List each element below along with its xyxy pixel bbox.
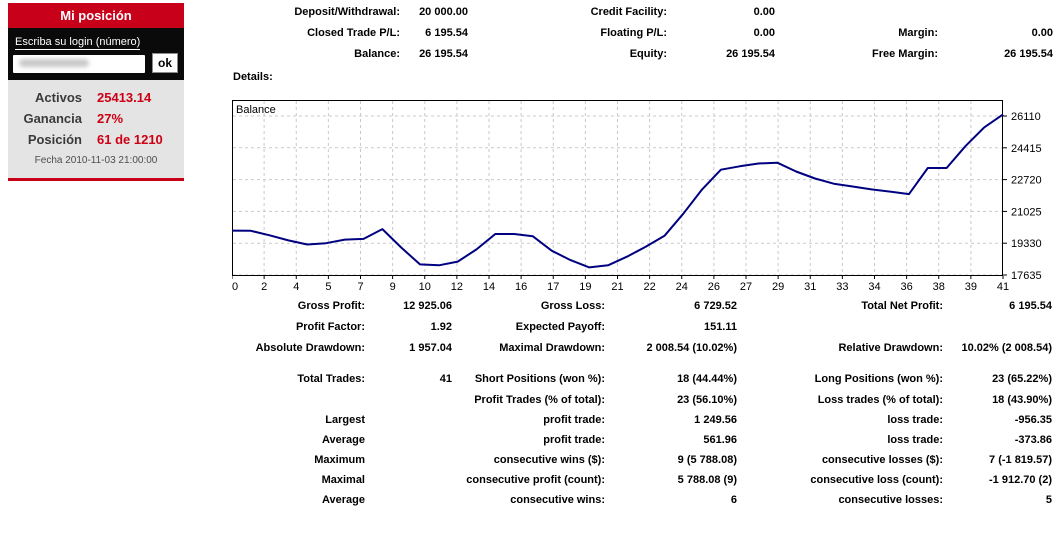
stat-value: 0.00 [1031,27,1053,39]
stat-label: Free Margin: [871,48,938,60]
stat-value: 9 (5 788.08) [677,454,737,466]
x-axis-tick-label: 16 [515,281,528,293]
x-axis-tick-label: 36 [900,281,913,293]
stat-label: Largest [325,414,365,426]
statistics-row [160,338,1052,358]
stat-value: 20 000.00 [419,6,468,18]
stat-label: Maximal [321,474,365,486]
stat-value: 61 de 1210 [97,132,163,147]
x-axis-tick-label: 27 [739,281,753,293]
login-panel [8,28,184,80]
position-stats [8,80,184,178]
stat-label: loss trade: [887,434,943,446]
ok-button[interactable]: ok [152,53,178,73]
stat-label: Credit Facility: [590,6,667,18]
x-axis-tick-label: 17 [547,281,560,293]
stat-label: Posición [27,132,82,147]
stat-value: 0.00 [753,6,775,18]
stat-label: consecutive wins: [510,494,605,506]
stat-label: Maximal Drawdown: [499,342,605,354]
stat-label: Loss trades (% of total): [817,394,943,406]
stat-value: 10.02% (2 008.54) [961,342,1052,354]
x-axis-tick-label: 29 [772,281,785,293]
x-axis-tick-label: 24 [675,281,688,293]
x-axis-tick-label: 10 [418,281,431,293]
stat-label: Long Positions (won %): [814,373,943,385]
stat-label: Absolute Drawdown: [255,342,365,354]
x-axis-tick-label: 4 [293,281,300,293]
x-axis-tick-label: 14 [482,281,496,293]
y-axis-tick-label: 22720 [1011,174,1042,187]
statistics-row [160,470,1052,490]
stat-label: Equity: [629,48,667,60]
stat-value [938,2,1053,22]
details-label: Details: [233,71,273,83]
stat-label: Expected Payoff: [515,321,605,333]
widget-bottom-bar [8,178,184,181]
stat-value: 23 (56.10%) [677,394,737,406]
stat-label: Ganancia [23,111,82,126]
stat-value [365,430,452,450]
stat-value: 26 195.54 [419,48,468,60]
stat-value [365,410,452,430]
stat-value: 1.92 [430,321,452,333]
stat-value: 6 195.54 [425,27,468,39]
stat-value: 27% [97,111,124,126]
x-axis-tick-label: 21 [611,281,624,293]
stat-label: Relative Drawdown: [838,342,943,354]
stat-label: consecutive losses: [838,494,943,506]
stat-label: consecutive losses ($): [821,454,943,466]
stat-label: Gross Profit: [297,300,365,312]
stat-value: -956.35 [1014,414,1052,426]
x-axis-tick-label: 5 [325,281,332,293]
summary-row [160,23,1053,43]
login-input[interactable] [13,55,145,73]
stat-label: Total Net Profit: [861,300,943,312]
stat-label: Profit Factor: [295,321,365,333]
stat-value: 0.00 [753,27,775,39]
x-axis-tick-label: 33 [836,281,849,293]
stat-label: Average [321,434,365,446]
stat-label: Average [321,494,365,506]
stat-value: 41 [439,373,452,385]
stat-value [943,317,1052,337]
statistics-row [160,430,1052,450]
stat-label: consecutive profit (count): [466,474,605,486]
x-axis-tick-label: 34 [868,281,881,293]
x-axis-tick-label: 0 [232,281,239,293]
stat-value: 2 008.54 (10.02%) [646,342,737,354]
widget-date: Fecha 2010-11-03 21:00:00 [34,155,158,166]
stat-value: 25413.14 [97,90,152,105]
stat-label: loss trade: [887,414,943,426]
stat-value: 5 788.08 (9) [677,474,737,486]
stat-row-activos [8,90,184,105]
stat-value: 12 925.06 [403,300,452,312]
stat-row-posicion [8,132,184,147]
x-axis-tick-label: 38 [932,281,945,293]
stat-value: 561.96 [703,434,737,446]
balance-chart [232,100,1060,298]
stat-label: Short Positions (won %): [474,373,605,385]
y-axis-tick-label: 19330 [1011,238,1042,251]
stat-value: 26 195.54 [1004,48,1053,60]
x-axis-tick-label: 22 [643,281,656,293]
statistics-row [160,369,1052,389]
x-axis-tick-label: 41 [996,281,1010,293]
stat-label: Deposit/Withdrawal: [294,6,400,18]
stat-label [160,390,365,410]
widget-title: Mi posición [8,3,184,28]
stat-value [365,490,452,510]
statistics-row [160,317,1052,337]
x-axis-tick-label: 26 [707,281,720,293]
statistics-row [160,296,1052,316]
chart-series-label: Balance [236,104,276,116]
x-axis-tick-label: 31 [804,281,817,293]
statistics-row [160,490,1052,510]
stat-value: 6 729.52 [694,300,737,312]
stat-label: Margin: [898,27,938,39]
stat-label: Maximum [314,454,365,466]
stat-value [365,470,452,490]
summary-row [160,44,1053,64]
stat-label: consecutive loss (count): [810,474,943,486]
stat-label: Total Trades: [297,373,365,385]
stat-label: Activos [35,90,82,105]
stat-label: consecutive wins ($): [493,454,605,466]
stat-value: 23 (65.22%) [992,373,1052,385]
stat-label: Floating P/L: [600,27,667,39]
stat-label: Gross Loss: [540,300,605,312]
statistics-row [160,390,1052,410]
stat-value: 26 195.54 [726,48,775,60]
balance-chart-svg [232,100,1060,298]
x-axis-tick-label: 9 [389,281,396,293]
stat-label [737,317,943,337]
stat-value: 151.11 [703,321,737,333]
stat-value: 6 195.54 [1009,300,1052,312]
y-axis-tick-label: 24415 [1011,142,1042,155]
stat-value: 7 (-1 819.57) [989,454,1052,466]
login-label: Escriba su login (número) [15,36,141,48]
statistics-row [160,450,1052,470]
x-axis-tick-label: 19 [579,281,592,293]
x-axis-tick-label: 39 [964,281,977,293]
stat-value: 1 957.04 [409,342,452,354]
stat-value: 1 249.56 [694,414,737,426]
y-axis-tick-label: 17635 [1011,270,1042,283]
y-axis-tick-label: 21025 [1011,206,1042,219]
y-axis-tick-label: 26110 [1011,111,1041,124]
position-widget [8,3,184,181]
stat-label: Balance: [354,48,400,60]
stat-label: profit trade: [543,414,605,426]
stat-value: -373.86 [1014,434,1052,446]
statistics-row [160,410,1052,430]
stat-label: profit trade: [543,434,605,446]
x-axis-tick-label: 2 [261,281,268,293]
stat-value: 5 [1045,494,1052,506]
stat-label: Profit Trades (% of total): [474,394,605,406]
stat-value: 18 (44.44%) [677,373,737,385]
x-axis-tick-label: 12 [450,281,463,293]
stat-value [365,450,452,470]
stat-row-ganancia [8,111,184,126]
stat-value: -1 912.70 (2) [989,474,1052,486]
x-axis-tick-label: 7 [357,281,364,293]
stat-value: 6 [730,494,737,506]
stat-label: Closed Trade P/L: [307,27,400,39]
summary-row [160,2,1053,22]
stat-label [775,2,938,22]
stat-value [365,390,452,410]
stat-value: 18 (43.90%) [992,394,1052,406]
